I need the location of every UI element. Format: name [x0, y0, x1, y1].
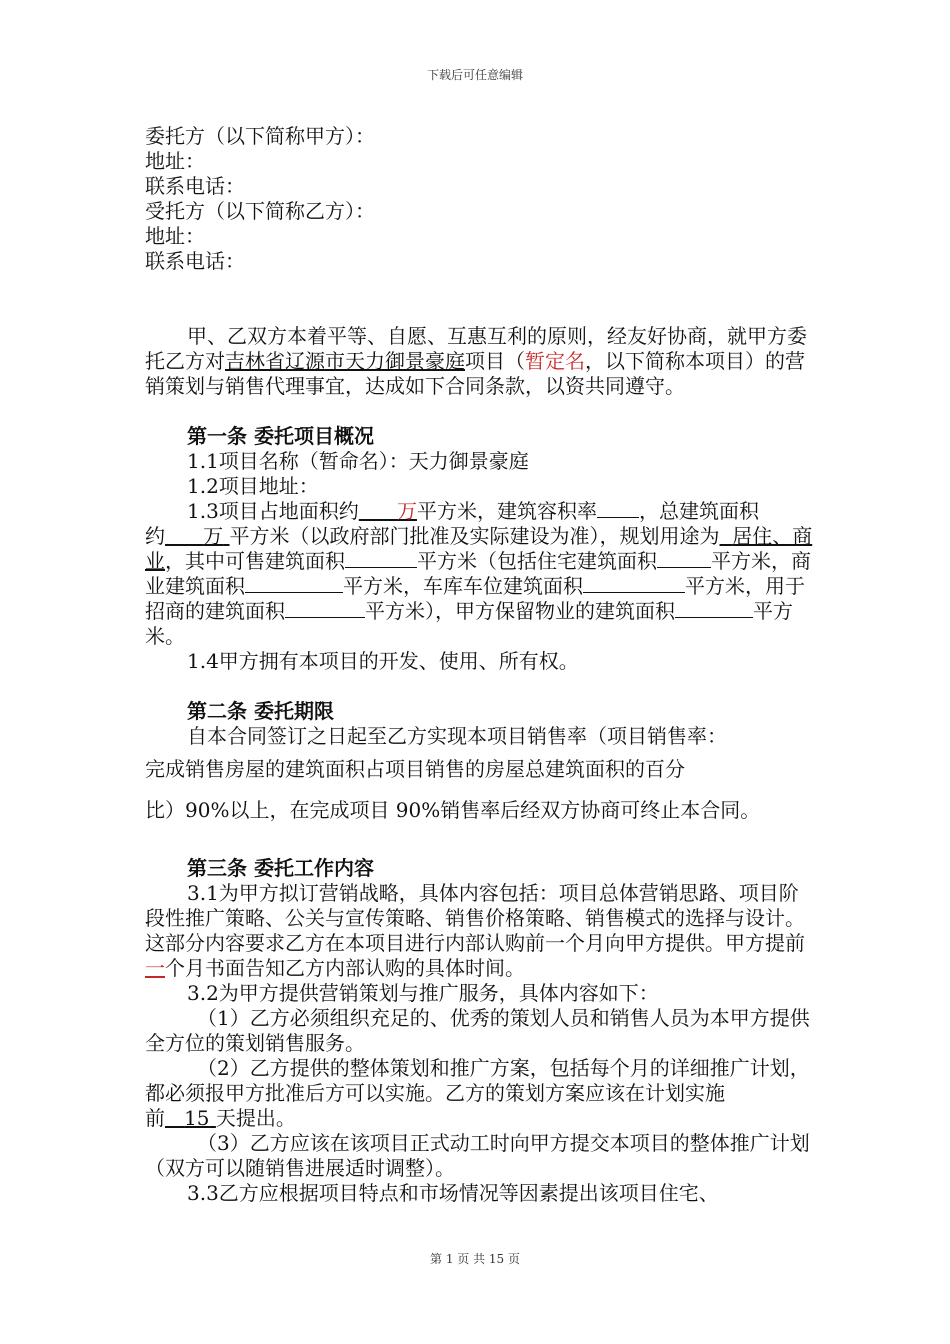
clause-text: 平方米。 [145, 599, 793, 648]
article3-item2: 3.2为甲方提供营销策划与推广服务，具体内容如下： [187, 981, 659, 1005]
article2-line3: 比）90%以上，在完成项目 90%销售率后经双方协商可终止本合同。 [145, 798, 761, 822]
parking-area-blank [583, 574, 685, 593]
plot-ratio-blank [597, 499, 639, 518]
page-footer: 第 1 页 共 15 页 [430, 1252, 520, 1266]
clause-text: ，其中可售建筑面积 [165, 549, 345, 573]
clause-text: 平方米，商业建筑面积 [145, 549, 811, 598]
client-address-line: 地址： [145, 149, 205, 173]
land-area-blank [359, 499, 417, 523]
saleable-area-blank [345, 549, 417, 568]
clause-text: 平方米（包括住宅建筑面积 [417, 549, 657, 573]
article2-line2: 完成销售房屋的建筑面积占项目销售的房屋总建筑面积的百分 [145, 757, 685, 781]
article1-item1: 1.1项目名称（暂命名）：天力御景豪庭 [187, 449, 529, 473]
gfa-unit: 万 [203, 524, 224, 548]
clause-text: 平方米，用于招商的建筑面积 [145, 574, 805, 623]
clause-text: 个月书面告知乙方内部认购的具体时间。 [165, 956, 525, 980]
article1-item3 [145, 499, 815, 649]
clause-text: 平方米（以政府部门批准及实际建设为准），规划用途为 [229, 524, 720, 548]
leasing-area-blank [285, 599, 365, 618]
clause-text: 3.1为甲方拟订营销战略，具体内容包括：项目总体营销思路、项目阶段性推广策略、公关与宣传策略、销售价格策略、销售模式的选择与设计。这部分内容要求乙方在本项目进行内部认购前一个月向甲方提供。甲方提前 [145, 881, 805, 955]
clause-text: （2）乙方提供的整体策划和推广方案，包括每个月的详细推广计划，都必须报甲方批准后方可以实施。乙方的策划方案应该在计划实施前 [145, 1056, 810, 1130]
clause-text: 1.3项目占地面积约 [187, 499, 359, 523]
article3-sub2 [145, 1056, 815, 1131]
article1-item4: 1.4甲方拥有本项目的开发、使用、所有权。 [187, 649, 579, 673]
clause-text: 天提出。 [215, 1106, 296, 1130]
notice-months: 一 [145, 956, 165, 980]
intro-text: 项目（ [465, 349, 525, 373]
article2-line1: 自本合同签订之日起至乙方实现本项目销售率（项目销售率： [187, 724, 727, 748]
agent-line: 受托方（以下简称乙方）： [145, 199, 375, 223]
page-header: 下载后可任意编辑 [426, 68, 523, 82]
intro-paragraph [145, 324, 815, 399]
land-area-unit: 万 [396, 499, 417, 523]
usage-value: 居住、商业 [145, 524, 813, 573]
client-line: 委托方（以下简称甲方）： [145, 124, 375, 148]
project-location: 吉林省辽源市天力御景豪庭 [225, 349, 465, 373]
intro-text: 甲、乙双方本着平等、自愿、互惠互利的原则，经友好协商，就甲方委托乙方对 [145, 324, 807, 373]
clause-text: 平方米，车库车位建筑面积 [343, 574, 583, 598]
article3-sub1: （1）乙方必须组织充足的、优秀的策划人员和销售人员为本甲方提供全方位的策划销售服务。 [145, 1006, 810, 1055]
article1-title: 第一条 委托项目概况 [187, 424, 374, 448]
days-blank [165, 1106, 216, 1130]
contract-body [145, 124, 815, 1206]
client-phone-line: 联系电话： [145, 174, 245, 198]
commercial-area-blank [245, 574, 343, 593]
article1-item2: 1.2项目地址： [187, 474, 319, 498]
agent-phone-line: 联系电话： [145, 249, 245, 273]
agent-address-line: 地址： [145, 224, 205, 248]
reserved-area-blank [675, 599, 753, 618]
article3-title: 第三条 委托工作内容 [187, 856, 374, 880]
article3-sub3: （3）乙方应该在该项目正式动工时向甲方提交本项目的整体推广计划（双方可以随销售进展适时调整）。 [145, 1131, 810, 1180]
days-value: 15 [184, 1106, 210, 1130]
article3-item1 [145, 881, 815, 981]
gfa-blank [165, 524, 230, 548]
residential-area-blank [657, 549, 711, 568]
provisional-name-mark: 暂定名 [525, 349, 585, 373]
intro-text: ，以下简称本项目）的营销策划与销售代理事宜，达成如下合同条款，以资共同遵守。 [145, 349, 805, 398]
clause-text: ，总建筑面积约 [145, 499, 759, 548]
article3-item3: 3.3乙方应根据项目特点和市场情况等因素提出该项目住宅、 [187, 1181, 719, 1205]
clause-text: 平方米），甲方保留物业的建筑面积 [365, 599, 675, 623]
article2-title: 第二条 委托期限 [187, 699, 334, 723]
clause-text: 平方米，建筑容积率 [416, 499, 597, 523]
